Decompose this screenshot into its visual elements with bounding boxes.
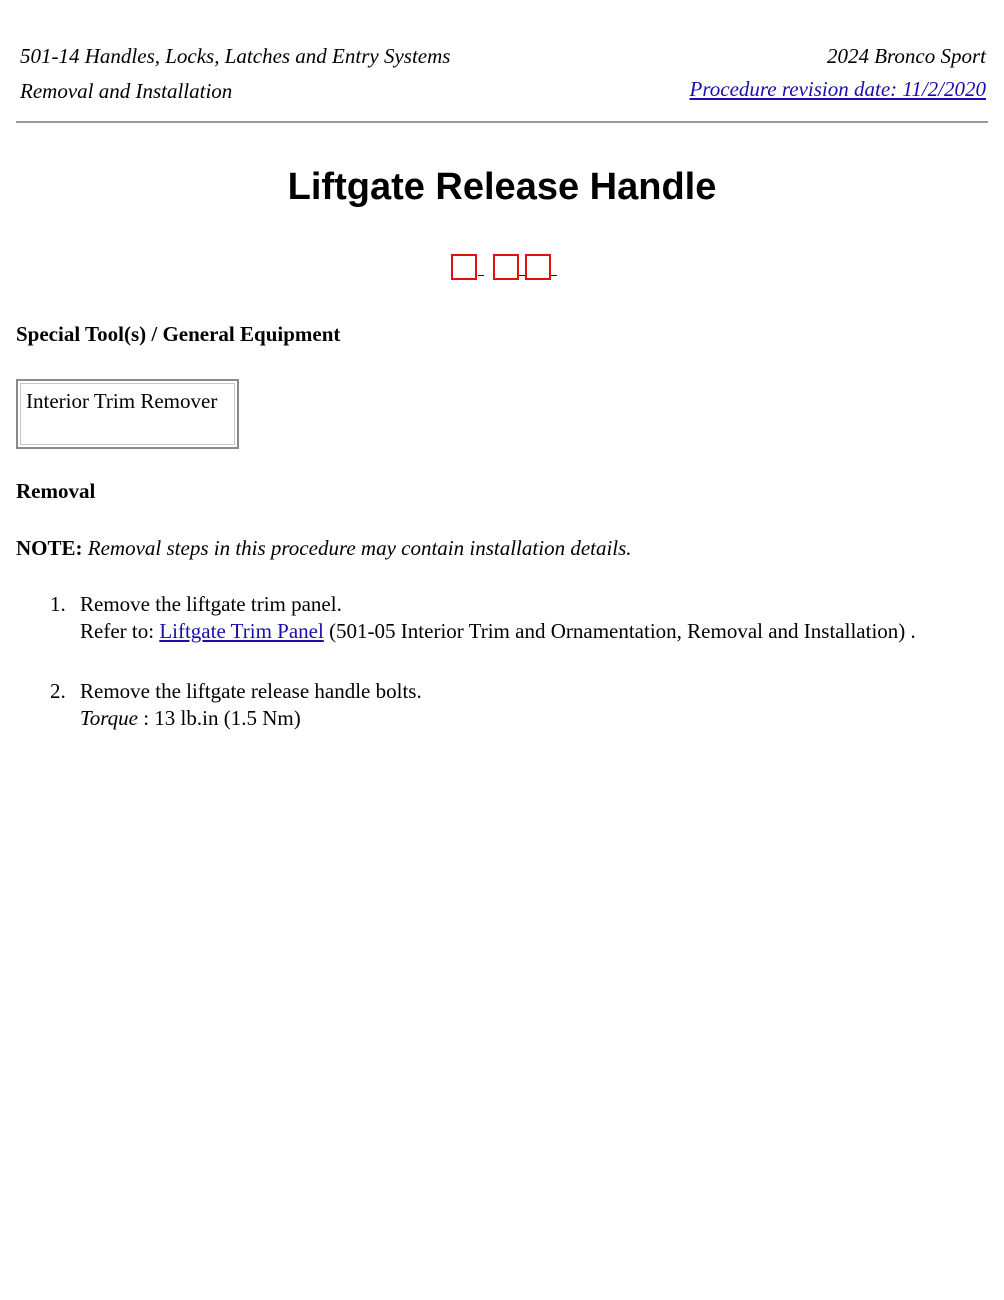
page-title: Liftgate Release Handle <box>287 166 717 208</box>
vehicle-name: 2024 Bronco Sport <box>826 44 986 68</box>
icon-row <box>451 254 561 284</box>
note-label: NOTE: <box>16 536 83 560</box>
step-reference <box>80 618 916 645</box>
special-tools-heading: Special Tool(s) / General Equipment <box>16 322 341 346</box>
section-title: 501-14 Handles, Locks, Latches and Entry Systems <box>20 44 451 68</box>
note-text: Removal steps in this procedure may contain installation details. <box>87 536 632 560</box>
torque-value: : 13 lb.in (1.5 Nm) <box>143 706 301 730</box>
step-text: Remove the liftgate release handle bolts. <box>80 679 422 703</box>
subsection-title: Removal and Installation <box>20 79 233 103</box>
note <box>16 535 632 561</box>
header-divider <box>16 121 988 123</box>
revision-date-container <box>690 76 986 102</box>
step-text: Remove the liftgate trim panel. <box>80 592 342 616</box>
torque-label: Torque <box>80 706 138 730</box>
torque-spec <box>80 705 422 732</box>
revision-date-link[interactable]: Procedure revision date: 11/2/2020 <box>689 77 986 101</box>
refer-suffix: (501-05 Interior Trim and Ornamentation, Removal and Installation) . <box>329 619 916 643</box>
liftgate-trim-panel-link[interactable]: Liftgate Trim Panel <box>159 619 324 643</box>
refer-prefix: Refer to: <box>80 619 155 643</box>
step-number: 1. <box>50 592 66 616</box>
step-number: 2. <box>50 679 66 703</box>
removal-heading: Removal <box>16 479 96 503</box>
tools-table <box>16 379 239 449</box>
tool-cell: Interior Trim Remover <box>20 383 235 445</box>
